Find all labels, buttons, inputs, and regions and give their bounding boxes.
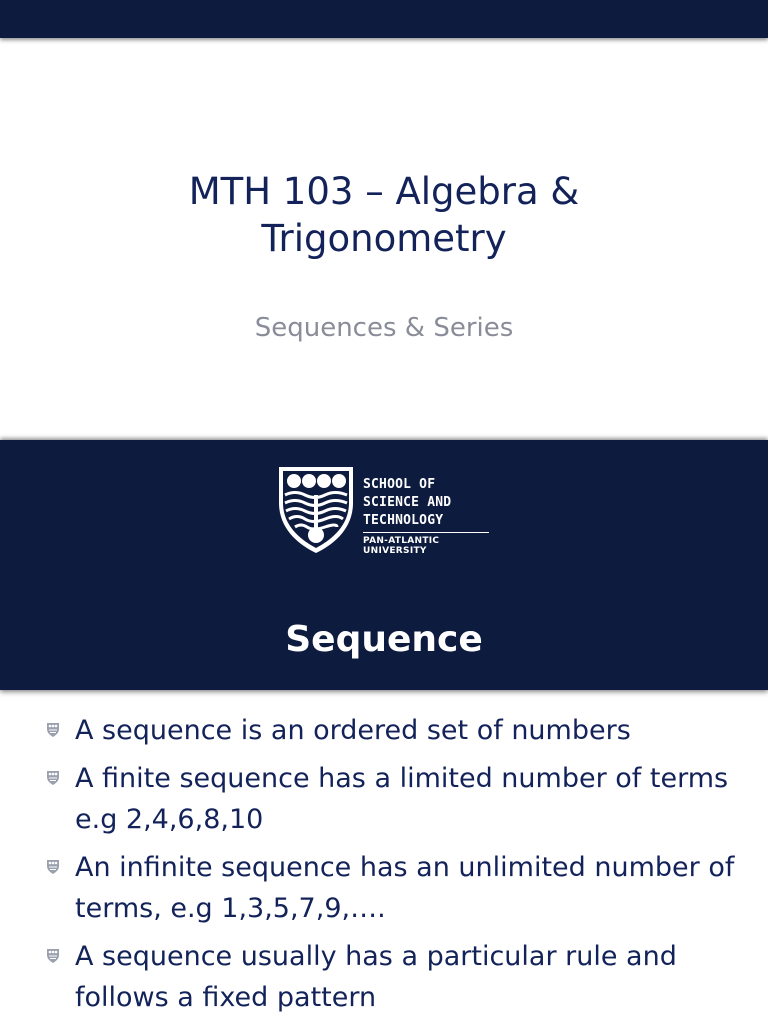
shield-bullet-icon bbox=[46, 770, 60, 786]
section-heading: Sequence bbox=[285, 619, 483, 660]
bullet-item bbox=[0, 758, 768, 840]
slide-title-line-1: MTH 103 – Algebra & bbox=[188, 170, 580, 213]
shield-bullet-icon bbox=[46, 948, 60, 964]
logo-school-name bbox=[363, 476, 451, 530]
bullet-item bbox=[0, 936, 768, 1018]
shield-crest-icon bbox=[277, 465, 355, 555]
logo-line-2: SCIENCE AND bbox=[363, 495, 452, 510]
bullet-text: An infinite sequence has an unlimited number of terms, e.g 1,3,5,7,9,…. bbox=[75, 852, 735, 924]
bullet-text: A sequence usually has a particular rule and follows a fixed pattern bbox=[75, 941, 677, 1013]
logo-university: PAN-ATLANTIC UNIVERSITY bbox=[363, 536, 440, 556]
slide-title bbox=[0, 168, 768, 262]
bullet-item bbox=[0, 847, 768, 929]
shield-bullet-icon bbox=[46, 859, 60, 875]
logo-divider bbox=[363, 532, 489, 533]
logo-line-1: SCHOOL OF bbox=[363, 477, 436, 492]
bullet-text: A finite sequence has a limited number of terms e.g 2,4,6,8,10 bbox=[75, 763, 729, 835]
slide-title-line-2: Trigonometry bbox=[261, 217, 507, 260]
shield-bullet-icon bbox=[46, 722, 60, 738]
slide-subtitle: Sequences & Series bbox=[254, 313, 514, 343]
bullet-text: A sequence is an ordered set of numbers bbox=[75, 715, 631, 746]
bullet-item bbox=[0, 710, 768, 751]
school-logo bbox=[277, 465, 497, 555]
top-banner bbox=[0, 0, 768, 38]
bullet-list bbox=[0, 710, 768, 1025]
logo-line-3: TECHNOLOGY bbox=[363, 513, 444, 528]
